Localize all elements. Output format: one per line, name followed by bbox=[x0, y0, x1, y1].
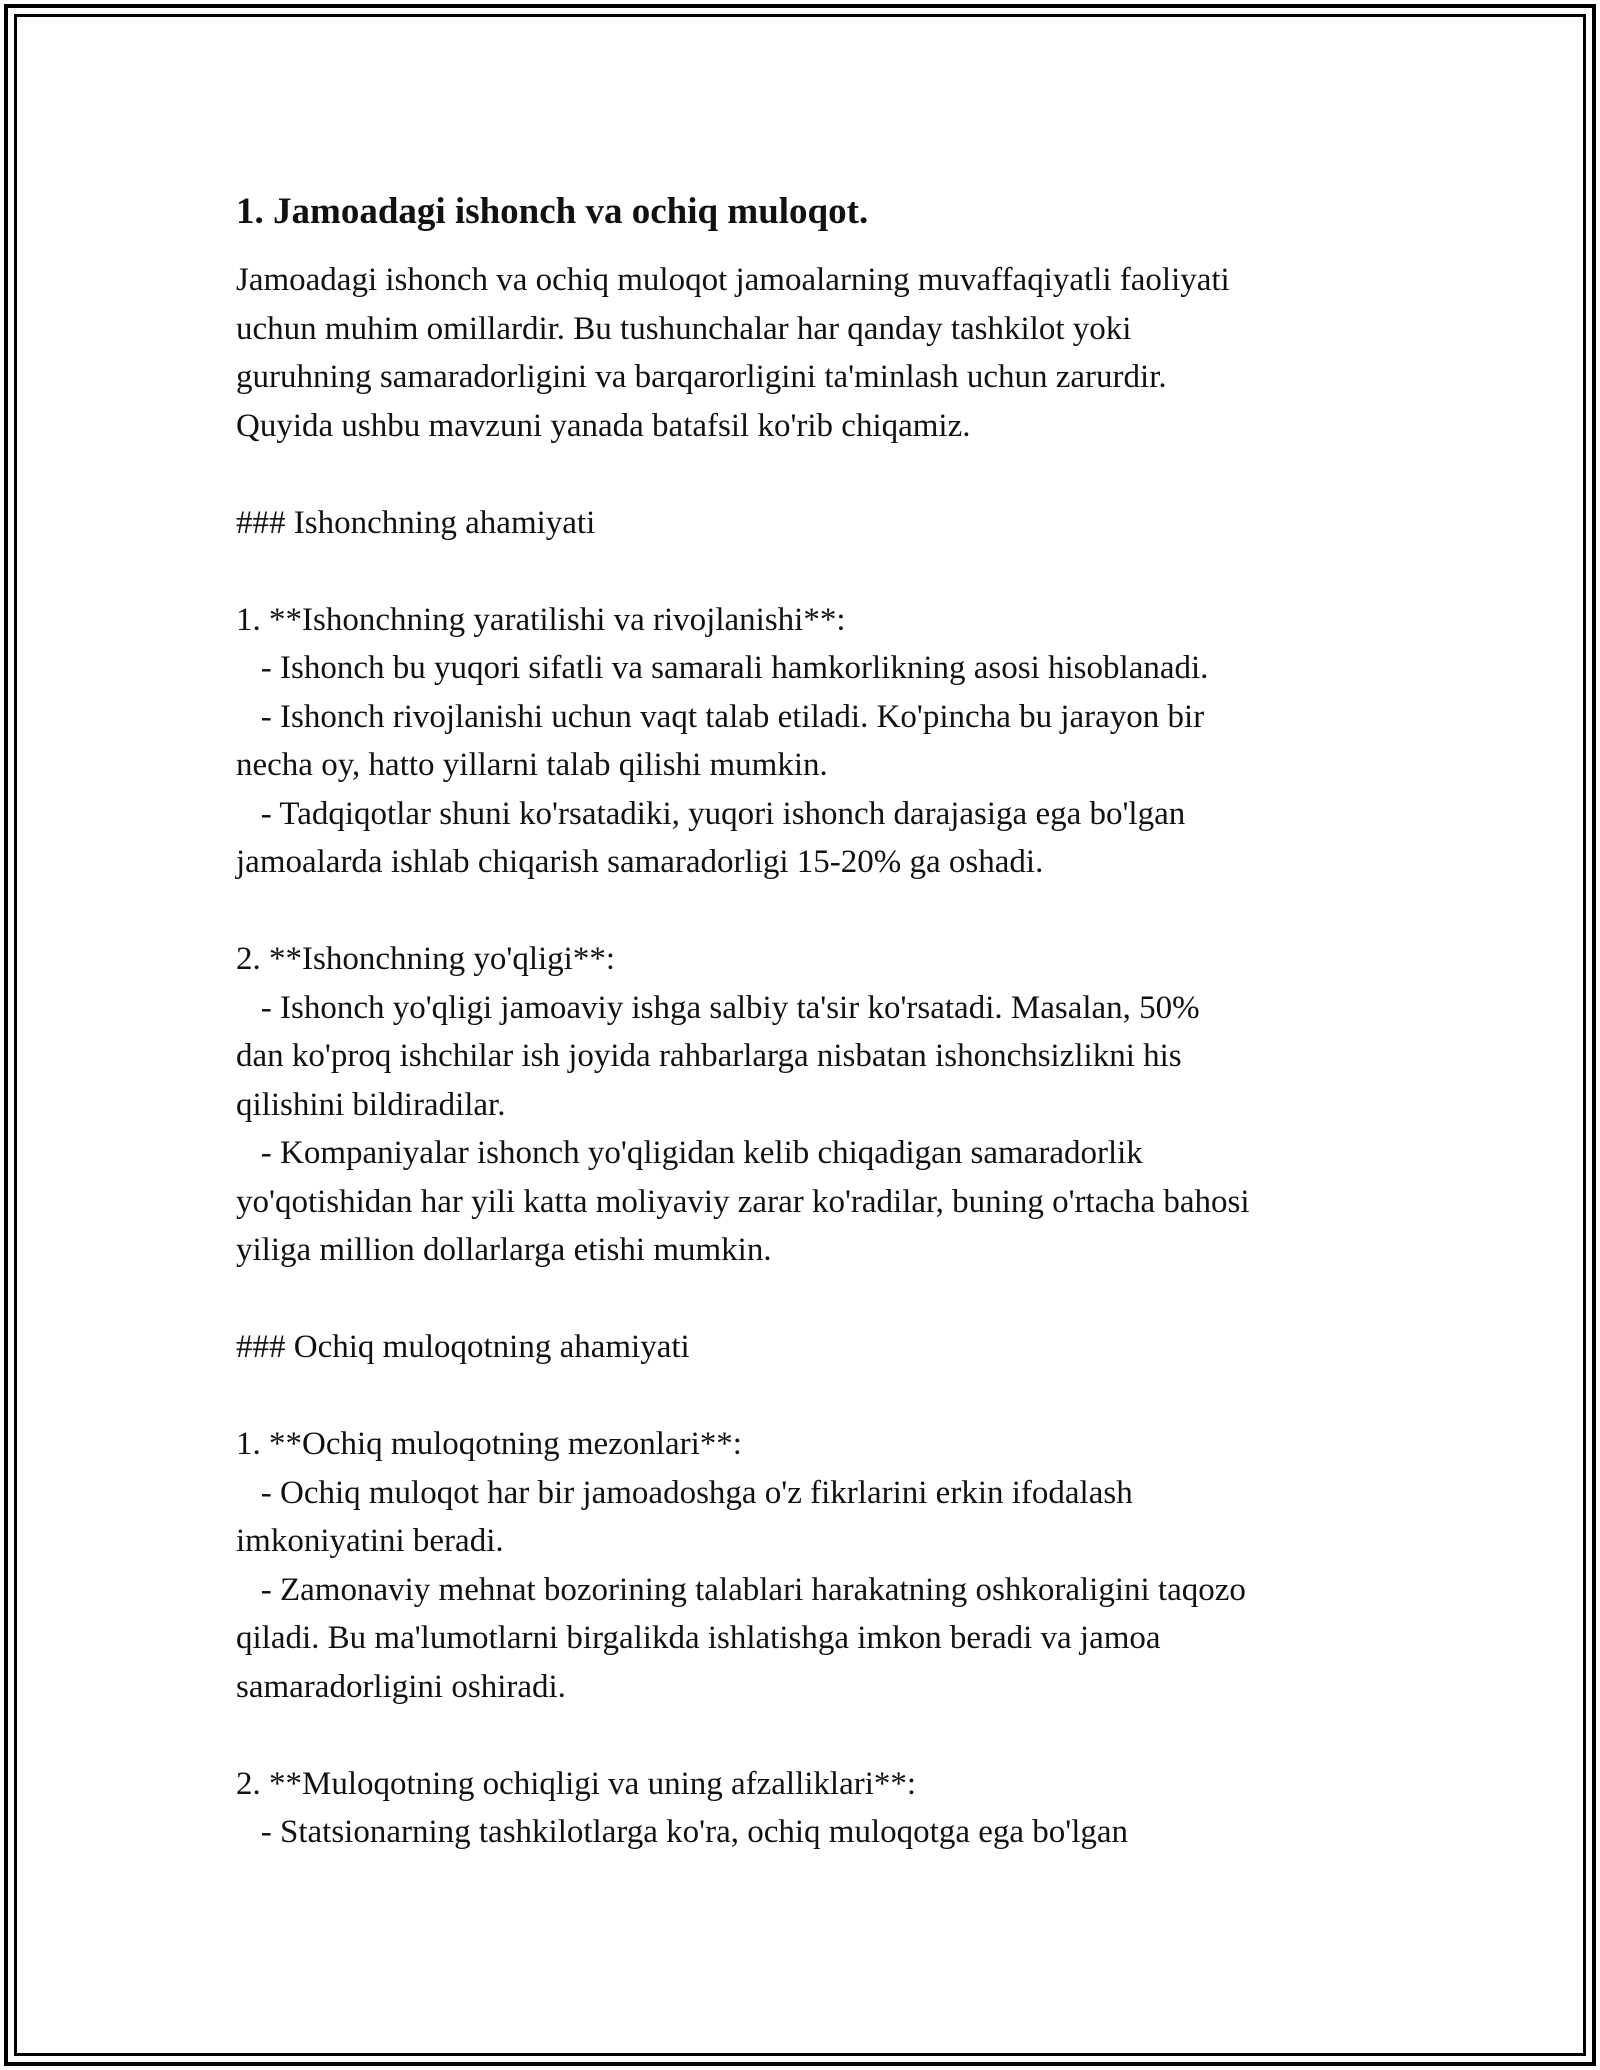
text-line: - Ishonch yo'qligi jamoaviy ishga salbiy ta'sir ko'rsatadi. Masalan, 50% bbox=[236, 989, 1200, 1026]
text-line: samaradorligini oshiradi. bbox=[236, 1668, 566, 1705]
text-line: - Kompaniyalar ishonch yo'qligidan kelib chiqadigan samaradorlik bbox=[236, 1135, 1143, 1171]
blank-line bbox=[236, 887, 1386, 936]
text-line: necha oy, hatto yillarni talab qilishi mumkin. bbox=[236, 747, 828, 783]
blank-line bbox=[236, 1275, 1386, 1324]
text-line: Quyida ushbu mavzuni yanada batafsil ko'rib chiqamiz. bbox=[236, 407, 971, 444]
text-line: - Ishonch bu yuqori sifatli va samarali hamkorlikning asosi hisoblanadi. bbox=[236, 650, 1209, 686]
text-line: Jamoadagi ishonch va ochiq muloqot jamoalarning muvaffaqiyatli faoliyati bbox=[236, 262, 1230, 298]
text-line: qiladi. Bu ma'lumotlarni birgalikda ishlatishga imkon beradi va jamoa bbox=[236, 1620, 1161, 1656]
document-title: 1. Jamoadagi ishonch va ochiq muloqot. bbox=[236, 191, 869, 232]
text-line: ### Ochiq muloqotning ahamiyati bbox=[236, 1329, 690, 1365]
text-line: - Statsionarning tashkilotlarga ko'ra, ochiq muloqotga ega bo'lgan bbox=[236, 1814, 1129, 1850]
text-line: 2. **Ishonchning yo'qligi**: bbox=[236, 941, 616, 977]
text-line: uchun muhim omillardir. Bu tushunchalar har qanday tashkilot yoki bbox=[236, 310, 1132, 347]
text-line: jamoalarda ishlab chiqarish samaradorligi 15-20% ga oshadi. bbox=[236, 844, 1044, 880]
document-body bbox=[236, 188, 1386, 1857]
text-line: - Ishonch rivojlanishi uchun vaqt talab etiladi. Ko'pincha bu jarayon bir bbox=[236, 698, 1205, 735]
text-line: - Zamonaviy mehnat bozorining talablari harakatning oshkoraligini taqozo bbox=[236, 1571, 1246, 1608]
text-line: ### Ishonchning ahamiyati bbox=[236, 504, 596, 541]
text-line: - Tadqiqotlar shuni ko'rsatadiki, yuqori ishonch darajasiga ega bo'lgan bbox=[236, 795, 1186, 832]
text-line: yiliga million dollarlarga etishi mumkin. bbox=[236, 1232, 772, 1268]
text-line: yo'qotishidan har yili katta moliyaviy zarar ko'radilar, buning o'rtacha bahosi bbox=[236, 1183, 1250, 1220]
text-line: guruhning samaradorligini va barqarorligini ta'minlash uchun zarurdir. bbox=[236, 359, 1167, 395]
blank-line bbox=[236, 1372, 1386, 1421]
document-text bbox=[236, 256, 1386, 1857]
blank-line bbox=[236, 1711, 1386, 1760]
text-line: qilishini bildiradilar. bbox=[236, 1086, 506, 1123]
text-line: 1. **Ochiq muloqotning mezonlari**: bbox=[236, 1426, 742, 1462]
text-line: 2. **Muloqotning ochiqligi va uning afzalliklari**: bbox=[236, 1765, 917, 1802]
text-line: dan ko'proq ishchilar ish joyida rahbarlarga nisbatan ishonchsizlikni his bbox=[236, 1038, 1182, 1074]
blank-line bbox=[236, 450, 1386, 499]
text-line: imkoniyatini beradi. bbox=[236, 1523, 504, 1559]
text-line: - Ochiq muloqot har bir jamoadoshga o'z fikrlarini erkin ifodalash bbox=[236, 1474, 1133, 1511]
text-line: 1. **Ishonchning yaratilishi va rivojlanishi**: bbox=[236, 601, 846, 638]
blank-line bbox=[236, 547, 1386, 596]
